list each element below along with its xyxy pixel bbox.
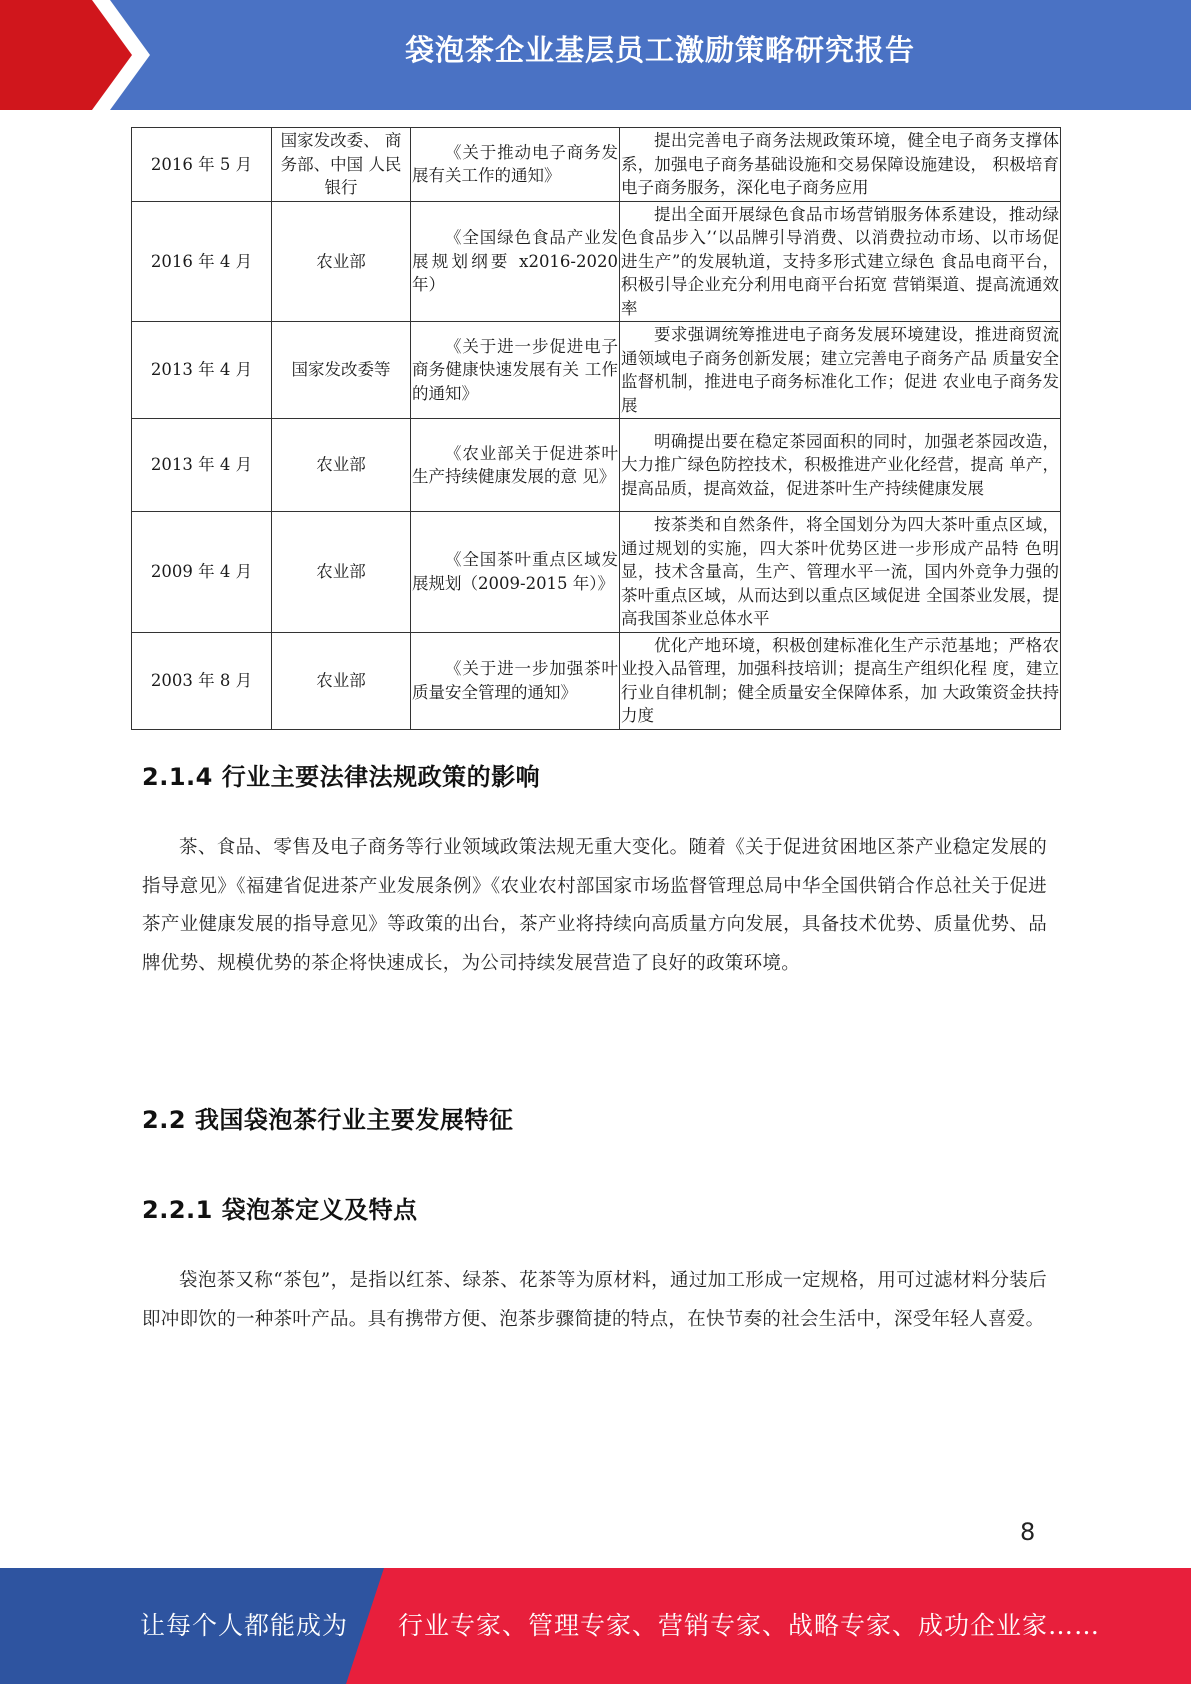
- table-cell-department: 农业部: [272, 201, 411, 322]
- table-cell-department: 国家发改委等: [272, 322, 411, 419]
- table-cell-date: 2013 年 4 月: [132, 322, 272, 419]
- table-cell-document: 《全国绿色食品产业发 展规划纲要 x2016-2020 年）: [411, 201, 620, 322]
- policy-table: [131, 127, 1061, 730]
- table-cell-department: 农业部: [272, 512, 411, 633]
- table-cell-date: 2009 年 4 月: [132, 512, 272, 633]
- page-header: [0, 0, 1191, 110]
- table-cell-department: 农业部: [272, 632, 411, 729]
- table-row: [132, 512, 1061, 633]
- table-row: [132, 419, 1061, 512]
- table-cell-content: 明确提出要在稳定茶园面积的同时，加强老茶园改造， 大力推广绿色防控技术，积极推进产业化经营，提高 单产，提高品质，提高效益，促进茶叶生产持续健康发展: [620, 419, 1061, 512]
- table-cell-department: 国家发改委、 商务部、中国 人民银行: [272, 128, 411, 202]
- section-2-1-4-paragraph: 茶、食品、零售及电子商务等行业领域政策法规无重大变化。随着《关于促进贫困地区茶产业稳定发展的指导意见》《福建省促进茶产业发展条例》《农业农村部国家市场监督管理总局中华全国供销合作总社关于促进茶产业健康发展的指导意见》等政策的出台，茶产业将持续向高质量方向发展，具备技术优势、质量优势、品牌优势、规模优势的茶企将快速成长，为公司持续发展营造了良好的政策环境。: [142, 837, 1047, 974]
- header-title: 袋泡茶企业基层员工激励策略研究报告: [404, 33, 915, 67]
- table-cell-date: 2016 年 4 月: [132, 201, 272, 322]
- table-cell-content: 提出完善电子商务法规政策环境，健全电子商务支撑体系，加强电子商务基础设施和交易保障设施建设， 积极培育电子商务服务，深化电子商务应用: [620, 128, 1061, 202]
- table-cell-department: 农业部: [272, 419, 411, 512]
- section-2-2-heading: 2.2 我国袋泡茶行业主要发展特征: [142, 1106, 514, 1134]
- page-number: 8: [1020, 1518, 1036, 1546]
- table-cell-date: 2016 年 5 月: [132, 128, 272, 202]
- table-row: [132, 322, 1061, 419]
- table-cell-content: 提出全面开展绿色食品市场营销服务体系建设，推动绿色食品步入’‘以品牌引导消费、以消费拉动市场、以市场促进生产”的发展轨道，支持多形式建立绿色 食品电商平台，积极引导企业充分利用电商平台拓宽 营销渠道、提高流通效率: [620, 201, 1061, 322]
- table-cell-document: 《农业部关于促进茶叶 生产持续健康发展的意 见》: [411, 419, 620, 512]
- footer-slogan-right: 行业专家、管理专家、营销专家、战略专家、成功企业家……: [398, 1611, 1101, 1640]
- table-row: [132, 201, 1061, 322]
- page-footer: [0, 1568, 1191, 1684]
- section-2-1-4-heading: 2.1.4 行业主要法律法规政策的影响: [142, 763, 541, 791]
- table-cell-document: 《关于进一步加强茶叶 质量安全管理的通知》: [411, 632, 620, 729]
- table-row: [132, 128, 1061, 202]
- table-cell-date: 2013 年 4 月: [132, 419, 272, 512]
- table-cell-content: 优化产地环境，积极创建标准化生产示范基地；严格农业投入品管理，加强科技培训；提高生产组织化程 度，建立行业自律机制；健全质量安全保障体系，加 大政策资金扶持力度: [620, 632, 1061, 729]
- footer-slogan-left: 让每个人都能成为: [140, 1611, 349, 1640]
- table-cell-document: 《关于进一步促进电子 商务健康快速发展有关 工作的通知》: [411, 322, 620, 419]
- table-cell-content: 要求强调统筹推进电子商务发展环境建设，推进商贸流通领域电子商务创新发展；建立完善电子商务产品 质量安全监督机制，推进电子商务标准化工作；促进 农业电子商务发展: [620, 322, 1061, 419]
- table-row: [132, 632, 1061, 729]
- table-cell-document: 《全国茶叶重点区域发 展规划（2009-2015 年）》: [411, 512, 620, 633]
- table-cell-content: 按茶类和自然条件，将全国划分为四大茶叶重点区域， 通过规划的实施，四大茶叶优势区进一步形成产品特 色明显，技术含量高，生产、管理水平一流，国内外竞争力强的茶叶重点区域，从而达到以重点区域促进 全国茶业发展，提高我国茶业总体水平: [620, 512, 1061, 633]
- table-cell-document: 《关于推动电子商务发 展有关工作的通知》: [411, 128, 620, 202]
- section-2-2-1-heading: 2.2.1 袋泡茶定义及特点: [142, 1196, 418, 1224]
- table-cell-date: 2003 年 8 月: [132, 632, 272, 729]
- section-2-2-1-paragraph: 袋泡茶又称“茶包”，是指以红茶、绿茶、花茶等为原材料，通过加工形成一定规格，用可过滤材料分装后即冲即饮的一种茶叶产品。具有携带方便、泡茶步骤简捷的特点，在快节奏的社会生活中，深受年轻人喜爱。: [142, 1270, 1047, 1330]
